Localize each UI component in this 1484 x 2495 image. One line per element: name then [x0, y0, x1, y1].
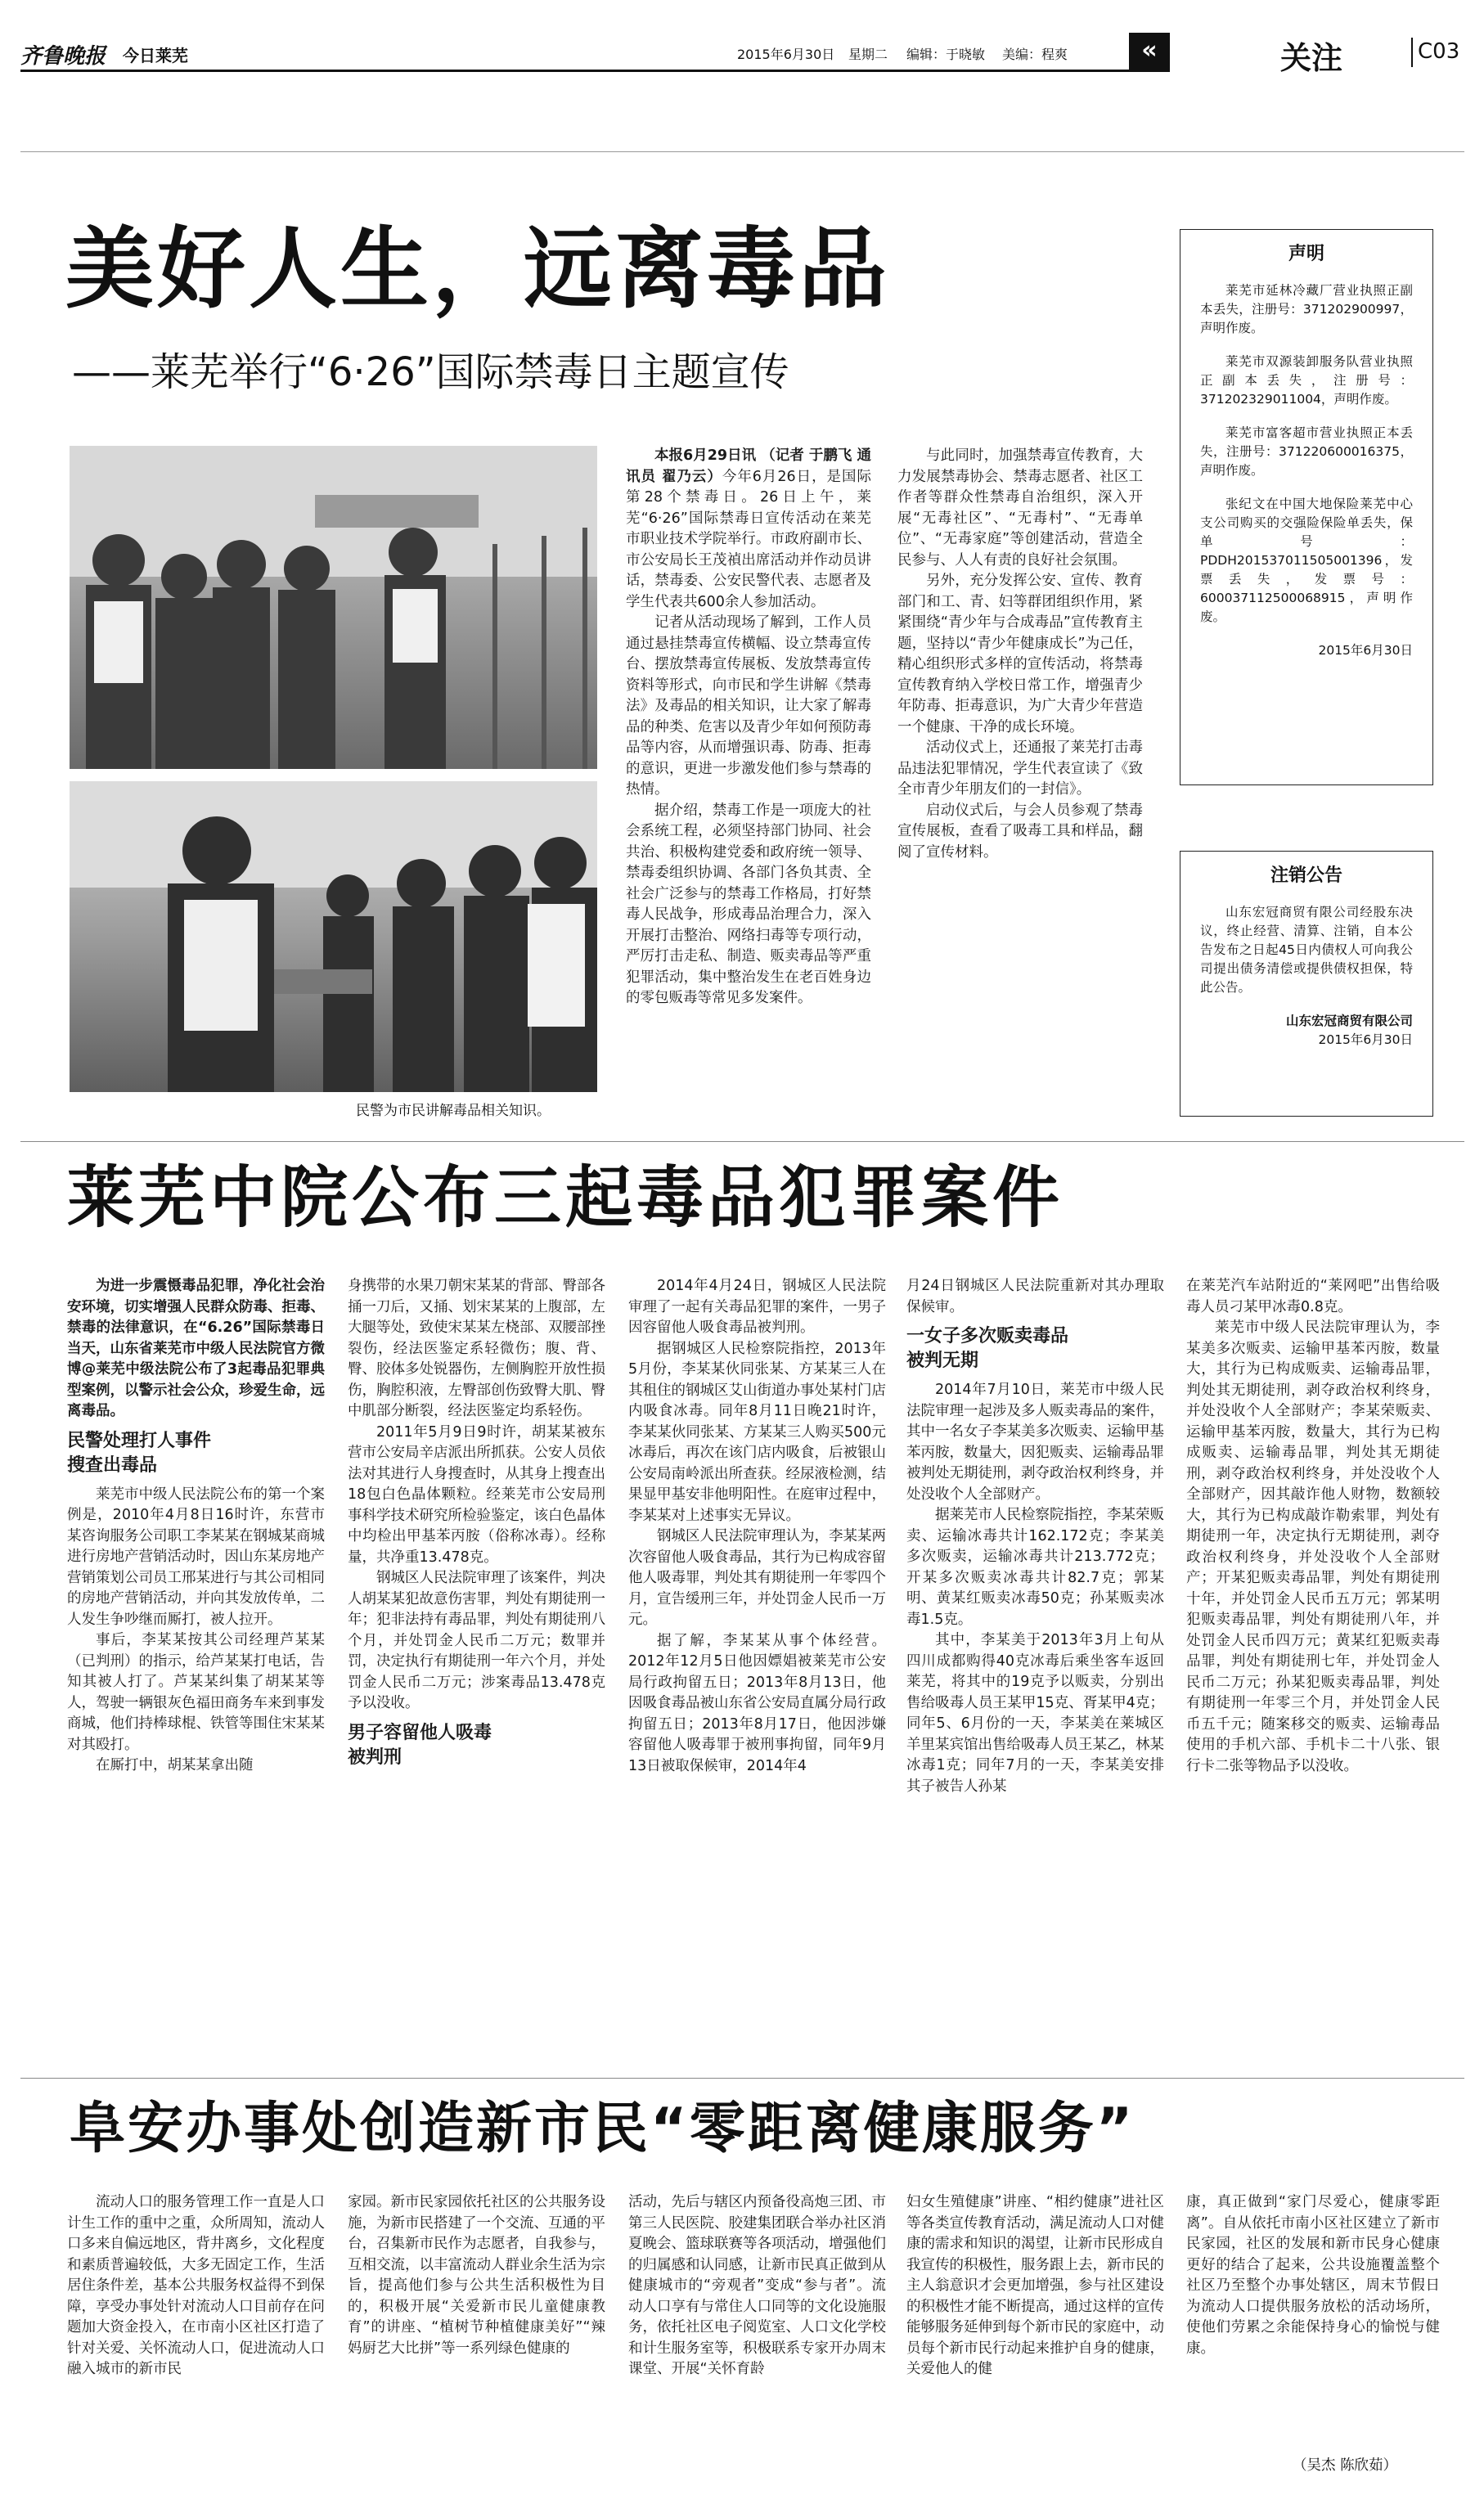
article2-intro: 为进一步震慑毒品犯罪，净化社会治安环境，切实增强人民群众防毒、拒毒、禁毒的法律意识，在“6.26”国际禁毒日当天，山东省莱芜市中级人民法院官方微博@莱芜中级法院公布了3起毒品犯罪典型案例，以警示社会公众，珍爱生命，远离毒品。	[67, 1278, 325, 1419]
article3-c2: 家园。新市民家园依托社区的公共服务设施，为新市民搭建了一个交流、互通的平台，召集新市民作为志愿者，自我参与，互相交流，以丰富流动人群业余生活为宗旨，提高他们参与公共生活积极性为目的，积极开展“关爱新市民儿童健康教育”的讲座、“植树节种植健康美好”“辣妈厨艺大比拼”等一系列绿色健康的	[348, 2194, 605, 2357]
article1-column-2	[897, 446, 1143, 1104]
article1-column-1	[626, 446, 871, 1104]
section-rule-1	[20, 1141, 1464, 1142]
article3-headline: 阜安办事处创造新市民“零距离健康服务”	[70, 2097, 1135, 2161]
article3-column-1	[67, 2192, 325, 2470]
article2-subhead-2b: 被判刑	[348, 1746, 402, 1768]
page-header	[20, 33, 1464, 82]
article3-column-3	[628, 2192, 886, 2470]
article2-c1p2: 事后，李某某按其公司经理芦某某（已判刑）的指示，给芦某某打电话，告知其被人打了。芦某某纠集了胡某某等人，驾驶一辆银灰色福田商务车来到事发商城，他们持棒球棍、铁管等围住宋某某对其殴打。	[67, 1632, 325, 1753]
article2-column-4	[906, 1276, 1164, 2111]
article3-column-4	[906, 2192, 1164, 2470]
photo-students-police-image	[70, 446, 597, 769]
header-editor: 编辑：于晓敏	[906, 47, 986, 62]
article2-column-2	[348, 1276, 605, 2111]
article2-c4p2: 据莱芜市人民检察院指控，李某荣贩卖、运输冰毒共计162.172克；李某美多次贩卖，运输冰毒共计213.772克；开某多次贩卖冰毒共计82.7克；郭某明、黄某红贩卖冰毒50克；孙某贩卖冰毒1.5克。	[906, 1507, 1164, 1628]
article2-c3p4: 据了解，李某某从事个体经营。2012年12月5日他因嫖娼被莱芜市公安局行政拘留五日；2013年8月13日，他因吸食毒品被山东省公安局直属分局行政拘留五日；2013年8月17日，他因涉嫌容留他人吸毒罪于被刑事拘留，同年9月13日被取保候审，2014年4	[628, 1632, 886, 1774]
article2-subhead-3a: 一女子多次贩卖毒品	[906, 1326, 1069, 1346]
header-designer: 美编：程爽	[1002, 47, 1068, 62]
cancellation-title: 注销公告	[1270, 865, 1342, 886]
article3-byline: （吴杰 陈欣茹）	[1293, 2457, 1398, 2474]
header-rule-left	[20, 70, 1129, 72]
article3-column-2	[348, 2192, 605, 2470]
article2-column-5	[1186, 1276, 1440, 2111]
article2-c1p3: 在厮打中，胡某某拿出随	[96, 1757, 254, 1773]
article1-p4: 与此同时，加强禁毒宣传教育，大力发展禁毒协会、禁毒志愿者、社区工作者等群众性禁毒自治组织，深入开展“无毒社区”、“无毒村”、“无毒单位”、“无毒家庭”等创建活动，营造全民参与、人人有责的良好社会氛围。	[897, 447, 1143, 569]
cancellation-body: 山东宏冠商贸有限公司经股东决议，终止经营、清算、注销，自本公告发布之日起45日内债权人可向我公司提出债务清偿或提供债权担保，特此公告。	[1200, 905, 1413, 995]
article2-c2p1: 身携带的水果刀朝宋某某的背部、臀部各捅一刀后，又捅、划宋某某的上腹部，左大腿等处，致使宋某某左桡部、双腰部挫裂伤，经法医鉴定系轻微伤；腹、背、臀、胶体多处锐器伤，左侧胸腔开放性损伤，胸腔积液，左臀部创伤致臀大肌、臀中肌部分断裂，经法医鉴定均系轻伤。	[348, 1278, 605, 1419]
article2-c2p2: 2011年5月9日9时许，胡某某被东营市公安局辛店派出所抓获。公安人员依法对其进行人身搜查时，从其身上搜查出18包白色晶体颗粒。经莱芜市公安局刑事科学技术研究所检验鉴定，该白色晶体中均检出甲基苯丙胺（俗称冰毒）。经称量，共净重13.478克。	[348, 1423, 605, 1566]
article2-headline: 莱芜中院公布三起毒品犯罪案件	[67, 1159, 1064, 1237]
article2-column-3	[628, 1276, 886, 2111]
article3-column-5	[1186, 2192, 1440, 2454]
article2-c4p3: 其中，李某美于2013年3月上旬从四川成都购得40克冰毒后乘坐客车返回莱芜，将其中的19克予以贩卖，分别出售给吸毒人员王某甲15克、胥某甲4克；同年5、6月份的一天，李某美在莱城区羊里某宾馆出售给吸毒人员王某乙，林某冰毒1克；同年7月的一天，李某美安排其子被告人孙某	[906, 1632, 1164, 1795]
article2-subhead-3b: 被判无期	[906, 1351, 979, 1371]
article2-subhead-2a: 男子容留他人吸毒	[348, 1722, 492, 1743]
article1-p2: 记者从活动现场了解到，工作人员通过悬挂禁毒宣传横幅、设立禁毒宣传台、摆放禁毒宣传展板、发放禁毒宣传资料等形式，向市民和学生讲解《禁毒法》及毒品的相关知识，让大家了解毒品的种类、危害以及青少年如何预防毒品等内容，从而增强识毒、防毒、拒毒的意识，更进一步激发他们参与禁毒的热情。	[626, 614, 871, 798]
section-name: 今日莱芜	[123, 46, 188, 65]
article3-c1: 流动人口的服务管理工作一直是人口计生工作的重中之重，众所周知，流动人口多来自偏远地区，背井离乡，文化程度和素质普遍较低，大多无固定工作，生活居住条件差，基本公共服务权益得不到保障，享受办事处针对流动人口目前存在问题加大资金投入，在市南小区社区打造了针对关爱、关怀流动人口，促进流动人口融入城市的新市民	[67, 2194, 325, 2377]
statement-item: 莱芜市延林冷藏厂营业执照正副本丢失，注册号：371202900997，声明作废。	[1200, 283, 1413, 335]
section-rule-2	[20, 2078, 1464, 2079]
article3-c3: 活动，先后与辖区内预备役高炮三团、市第三人民医院、胶建集团联合举办社区消夏晚会、篮球联赛等各项活动，增强他们的归属感和认同感，让新市民真正做到从健康城市的“旁观者”变成“参与者”。流动人口享有与常住人口同等的文化设施服务，依托社区电子阅览室、人口文化学校和计生服务室等，积极联系专家开办周末课堂、开展“关怀育龄	[628, 2194, 886, 2377]
column-title: 关注	[1280, 40, 1343, 76]
cancellation-company: 山东宏冠商贸有限公司	[1285, 1014, 1413, 1028]
article2-c1p1: 莱芜市中级人民法院公布的第一个案例是，2010年4月8日16时许，东营市某咨询服务公司职工李某某在钢城某商城进行房地产营销活动时，因山东某房地产营销策划公司员工邢某进行与其公司相同的房地产营销活动，并向其发放传单，二人发生争吵继而厮打，被人拉开。	[67, 1486, 325, 1628]
header-weekday: 星期二	[848, 47, 888, 62]
photo-officer-explaining	[70, 781, 597, 1092]
cancellation-date: 2015年6月30日	[1318, 1032, 1413, 1047]
article2-c4p1: 2014年7月10日，莱芜市中级人民法院审理一起涉及多人贩卖毒品的案件，其中一名女子李某美多次贩卖、运输甲基苯丙胺，数量大，因犯贩卖、运输毒品罪被判处无期徒刑，剥夺政治权利终身，并处没收个人全部财产。	[906, 1382, 1164, 1503]
photo-students-police	[70, 446, 597, 769]
article2-c3p2: 据钢城区人民检察院指控，2013年5月份，李某某伙同张某、方某某三人在其租住的钢城区艾山街道办事处某村门店内吸食冰毒。同年8月11日晚21时许，李某某伙同张某、方某某三人购买500元冰毒后，再次在该门店内吸食，后被银山公安局南岭派出所查获。经尿液检测，结果显甲基安非他明阳性。在庭审过程中，李某某对上述事实无异议。	[628, 1340, 886, 1524]
page-number: C03	[1418, 39, 1460, 64]
article2-column-1	[67, 1276, 325, 2111]
article3-c5: 康，真正做到“家门尽爱心，健康零距离”。自从依托市南小区社区建立了新市民家园，社区的发展和新市民身心健康更好的结合了起来，公共设施覆盖整个社区乃至整个办事处辖区，周末节假日为流动人口提供服务放松的活动场所，使他们劳累之余能保持身心的愉悦与健康。	[1186, 2194, 1440, 2357]
statement-item: 莱芜市富客超市营业执照正本丢失，注册号：371220600016375，声明作废。	[1200, 425, 1413, 478]
article2-c5p2: 莱芜市中级人民法院审理认为，李某美多次贩卖、运输甲基苯丙胺，数量大，其行为已构成贩卖、运输毒品罪，判处其无期徒刑，剥夺政治权利终身，并处没收个人全部财产；李某荣贩卖、运输甲基苯丙胺，数量大，其行为已构成贩卖、运输毒品罪，判处其无期徒刑，剥夺政治权利终身，并处没收个人全部财产，因其敲诈他人财物，数额较大，其行为已构成敲诈勒索罪，判处有期徒刑一年，决定执行无期徒刑，剥夺政治权利终身，并处没收个人全部财产；开某犯贩卖毒品罪，判处有期徒刑十年，并处罚金人民币五万元；郭某明犯贩卖毒品罪，判处有期徒刑八年，并处罚金人民币四万元；黄某红犯贩卖毒品罪，判处有期徒刑七年，并处罚金人民币二万元；孙某犯贩卖毒品罪，判处有期徒刑一年零三个月，并处罚金人民币五千元；随案移交的贩卖、运输毒品使用的手机六部、手机卡二十八张、银行卡二张等物品予以没收。	[1186, 1319, 1440, 1774]
article2-subhead-1a: 民警处理打人事件	[67, 1430, 212, 1451]
photo-caption: 民警为市民讲解毒品相关知识。	[356, 1103, 551, 1119]
article3-c4: 妇女生殖健康”讲座、“相约健康”进社区等各类宣传教育活动，满足流动人口对健康的需求和知识的渴望，让新市民形成自我宣传的积极性，服务跟上去，新市民的主人翁意识才会更加增强，参与社区建设的积极性才能不断提高，通过这样的宣传能够服务延伸到每个新市民的家庭中，动员每个新市民行动起来推护自身的健康，关爱他人的健	[906, 2194, 1164, 2377]
double-chevron-left-icon: «	[1141, 36, 1158, 65]
article2-c5p1: 在莱芜汽车站附近的“莱网吧”出售给吸毒人员刁某甲冰毒0.8克。	[1186, 1278, 1440, 1315]
article2-c3p1: 2014年4月24日，钢城区人民法院审理了一起有关毒品犯罪的案件，一男子因容留他人吸食毒品被判刑。	[628, 1278, 886, 1336]
article2-subhead-1b: 搜查出毒品	[67, 1454, 158, 1476]
statement-title: 声明	[1288, 244, 1324, 264]
article2-c4p0: 月24日钢城区人民法院重新对其办理取保候审。	[906, 1278, 1164, 1315]
article1-subhead: ——莱芜举行“6·26”国际禁毒日主题宣传	[72, 349, 789, 395]
article2-subhead-3	[906, 1324, 1164, 1373]
statement-date: 2015年6月30日	[1318, 643, 1413, 658]
masthead-logo: 齐鲁晚报	[20, 44, 106, 69]
article2-c2p3: 钢城区人民法院审理了该案件，判决人胡某某犯故意伤害罪，判处有期徒刑一年；犯非法持有毒品罪，判处有期徒刑八个月，并处罚金人民币二万元；数罪并罚，决定执行有期徒刑一年六个月，并处罚金人民币二万元；涉案毒品13.478克予以没收。	[348, 1570, 605, 1711]
photo-officer-explaining-image	[70, 781, 597, 1092]
cancellation-box	[1180, 851, 1433, 1117]
statement-box	[1180, 229, 1433, 785]
statement-item: 莱芜市双源装卸服务队营业执照正副本丢失，注册号：371202329011004，声明作废。	[1200, 354, 1413, 407]
header-arrow-block	[1129, 33, 1170, 72]
article1-p1: 今年6月26日，是国际第28个禁毒日。26日上午，莱芜“6·26”国际禁毒日宣传活动在莱芜市职业技术学院举行。市政府副市长、市公安局长王茂禎出席活动并作动员讲话，禁毒委、公安民警代表、志愿者及学生代表共600余人参加活动。	[626, 468, 871, 610]
article1-p3: 据介绍，禁毒工作是一项庞大的社会系统工程，必须坚持部门协同、社会共治、积极构建党委和政府统一领导、禁毒委组织协调、各部门各负其责、全社会广泛参与的禁毒工作格局，打好禁毒人民战争，形成毒品治理合力，深入开展打击整治、网络扫毒等专项行动，严厉打击走私、制造、贩卖毒品等严重犯罪活动，集中整治发生在老百姓身边的零包贩毒等常见多发案件。	[626, 802, 871, 1006]
header-date: 2015年6月30日	[737, 47, 835, 62]
article2-subhead-2	[348, 1721, 605, 1770]
header-bottom-rule	[20, 151, 1464, 152]
header-divider	[1411, 38, 1413, 67]
article1-p7: 启动仪式后，与会人员参观了禁毒宣传展板，查看了吸毒工具和样品，翻阅了宣传材料。	[897, 802, 1143, 861]
article2-subhead-1	[67, 1429, 325, 1478]
article1-headline: 美好人生，远离毒品	[65, 218, 891, 321]
article1-byline: 本报6月29日讯 （记者 于鹏飞 通讯员 翟乃云）	[626, 447, 871, 485]
article2-c3p3: 钢城区人民法院审理认为，李某某两次容留他人吸食毒品，其行为已构成容留他人吸毒罪，判处其有期徒刑一年零四个月，宣告缓刑三年，并处罚金人民币一万元。	[628, 1528, 886, 1628]
statement-item: 张纪文在中国大地保险莱芜中心支公司购买的交强险保险单丢失，保单号：PDDH201537011505001396，发票丢失，发票号：600037112500068915，声明作废。	[1200, 497, 1413, 624]
article1-p6: 活动仪式上，还通报了莱芜打击毒品违法犯罪情况，学生代表宣读了《致全市青少年朋友们的一封信》。	[897, 740, 1143, 798]
article1-p5: 另外，充分发挥公安、宣传、教育部门和工、青、妇等群团组织作用，紧紧围绕“青少年与合成毒品”宣传教育主题，坚持以“青少年健康成长”为己任，精心组织形式多样的宣传活动，将禁毒宣传教育纳入学校日常工作，增强青少年防毒、拒毒意识，为广大青少年营造一个健康、干净的成长环境。	[897, 573, 1143, 735]
